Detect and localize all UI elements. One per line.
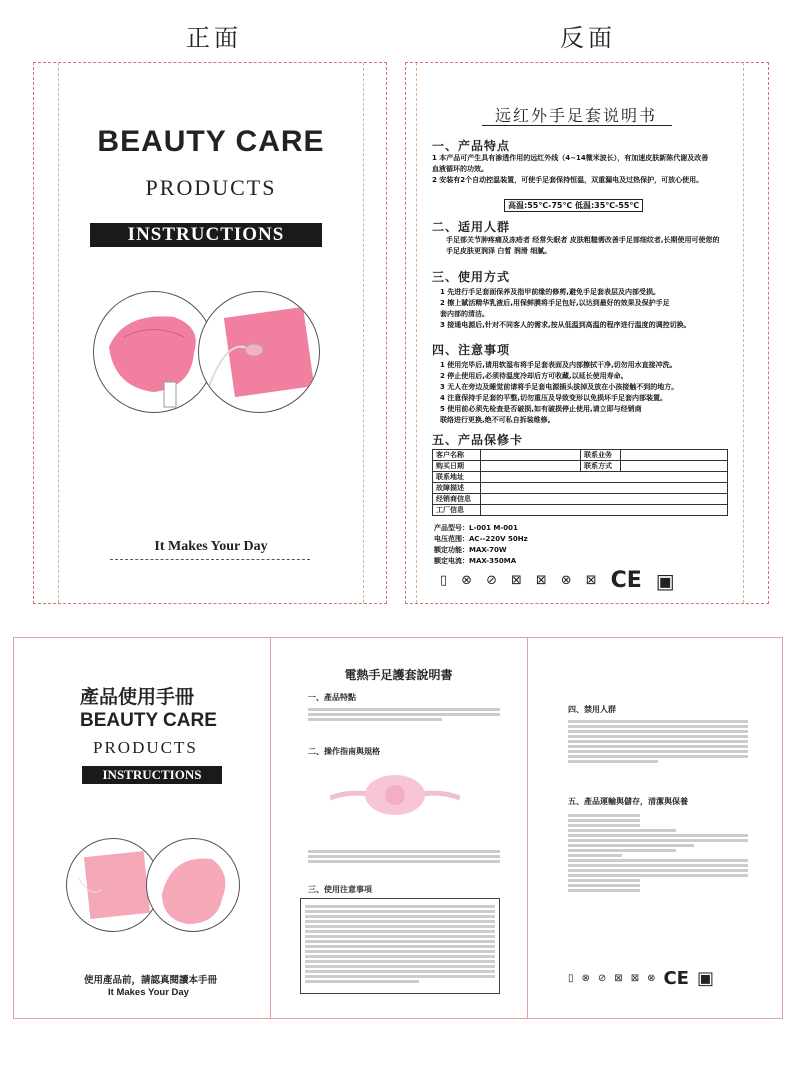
mid-notes-box [300, 898, 500, 994]
bottom-care-icons [568, 968, 714, 989]
warranty-card: 客户名称 联系业务 购买日期 联系方式 联系地址 故障描述 经销商信息 工厂信息 [432, 449, 728, 516]
front-cover-panel [33, 62, 387, 604]
right-section-5: 五、產品運輸與儲存，清潔與保養 [568, 797, 688, 806]
manual-icon: ▯ [440, 573, 448, 588]
mid-title: 電熱手足護套說明書 [344, 668, 453, 682]
read-notice: 使用產品前，請認真閱讀本手冊 [84, 975, 218, 986]
section-notes: 四、注意事项 [432, 343, 511, 357]
controller-image [330, 770, 460, 824]
right-section-4: 四、禁用人群 [568, 705, 616, 714]
slogan: It Makes Your Day [154, 539, 268, 554]
mid-section-2: 二、操作指南與規格 [308, 747, 380, 756]
products-title: PRODUCTS [145, 175, 277, 200]
no-dryclean-icon: ⊠ [630, 973, 640, 984]
product-image-right [198, 291, 320, 413]
brand-title: BEAUTY CARE [97, 125, 325, 158]
temperature-box: 高温:55℃-75℃ 低温:35℃-55℃ [504, 199, 643, 212]
double-insulation-icon: ▣ [696, 968, 714, 989]
no-dryclean-icon: ⊠ [535, 573, 547, 588]
specs: 产品型号：L-001 M-001 电压范围：AC--220V 50Hz 额定功能：MAX-70W 额定电流：MAX-350MA [434, 524, 528, 565]
no-wash-icon: ⊗ [461, 573, 473, 588]
no-tumble-icon: ⊗ [647, 973, 656, 984]
front-header: 正面 [186, 24, 242, 52]
bottom-product-image-right [146, 838, 240, 932]
section-usage: 三、使用方式 [432, 270, 511, 284]
product-image-left [93, 291, 215, 413]
no-iron-icon: ⊘ [486, 573, 497, 588]
bottom-brand: BEAUTY CARE [80, 710, 217, 731]
back-cover-panel: 远红外手足套说明书 一、产品特点 1 本产品可产生具有渗透作用的远红外线（4~14微米波长），有加速皮肤新陈代谢及改善 血液循环的功效。 2 安装有2个自动控温装置，可使手足套保持恒温，双重漏电及过热保护，可放心使用。 高温:55℃-75℃ 低温:35℃-55℃ 二、适用人群 手足部关节肿疼痛及冻疮者 经常失眠者 皮肤粗糙需改善手足部细纹者,长期使用可使您的 手足皮肤更润泽 白皙 润滑 细腻。 三、使用方式 1 先进行手足套面保养及指甲前缘的修剪,避免手足套表层及内部受损。 2 擦上賦活精华乳液后,用保鲜膜将手足包好,以达到最好的效果及保护手足 套内部的清洁。 3 接通电源后,针对不同客人的需求,按从低温到高温的程序进行温度的调控切换。 四、注意事项 1 使用完毕后,请用软湿布将手足套表面及内部擦拭干净,切勿用水直接冲洗。 2 停止使用后,必须待温度冷却后方可收藏,以延长使用寿命。 3 无人在旁边及睡觉前请将手足套电源插头拔掉及放在小孩接触不到的地方。 4 注意保持手足套的平整,切勿重压及导致变形以免损坏手足套内部装置。 5 使用前必须先检查是否破损,如有破损停止使用,请立即与经销商 联络进行更换,绝不可私自拆装维修。 五、产品保修卡 客户名称 联系业务 购买日期 联系方式 联系地址 故障描述 经销商信息 工厂信息 产品型号：L-001 M-001 电压范围：AC--220V 50Hz 额定功能：MAX-70W 额定电流：MAX-350MA ▯ ⊗ ⊘ ⊠ ⊠ ⊗ ⊠ CE ▣ [405, 62, 769, 604]
no-bleach-icon: ⊠ [510, 573, 522, 588]
section-users: 二、适用人群 [432, 220, 511, 234]
no-iron-icon: ⊘ [597, 973, 607, 984]
manual-heading: 產品使用手冊 [80, 686, 195, 708]
slogan-divider [110, 559, 310, 560]
section-warranty: 五、产品保修卡 [432, 433, 524, 447]
ce-mark-icon: CE [663, 968, 689, 989]
mid-section-3: 三、使用注意事項 [308, 885, 372, 894]
no-tumble-icon: ⊗ [560, 573, 572, 588]
section-features: 一、产品特点 [432, 139, 511, 153]
no-wash-icon: ⊗ [581, 973, 590, 984]
mid-section-1: 一、產品特點 [308, 693, 356, 702]
bottom-products: PRODUCTS [93, 738, 198, 757]
care-icons [440, 568, 675, 593]
double-insulation-icon: ▣ [655, 568, 675, 593]
no-bleach-icon: ⊠ [614, 973, 623, 984]
instructions-label: INSTRUCTIONS [90, 223, 322, 247]
ce-mark-icon: CE [610, 568, 642, 593]
bottom-slogan: It Makes Your Day [108, 987, 189, 998]
manual-icon: ▯ [568, 973, 574, 984]
manual-title: 远红外手足套说明书 [494, 106, 657, 125]
bottom-instructions: INSTRUCTIONS [82, 766, 222, 784]
back-header: 反面 [560, 24, 616, 52]
no-dry-icon: ⊠ [585, 573, 597, 588]
